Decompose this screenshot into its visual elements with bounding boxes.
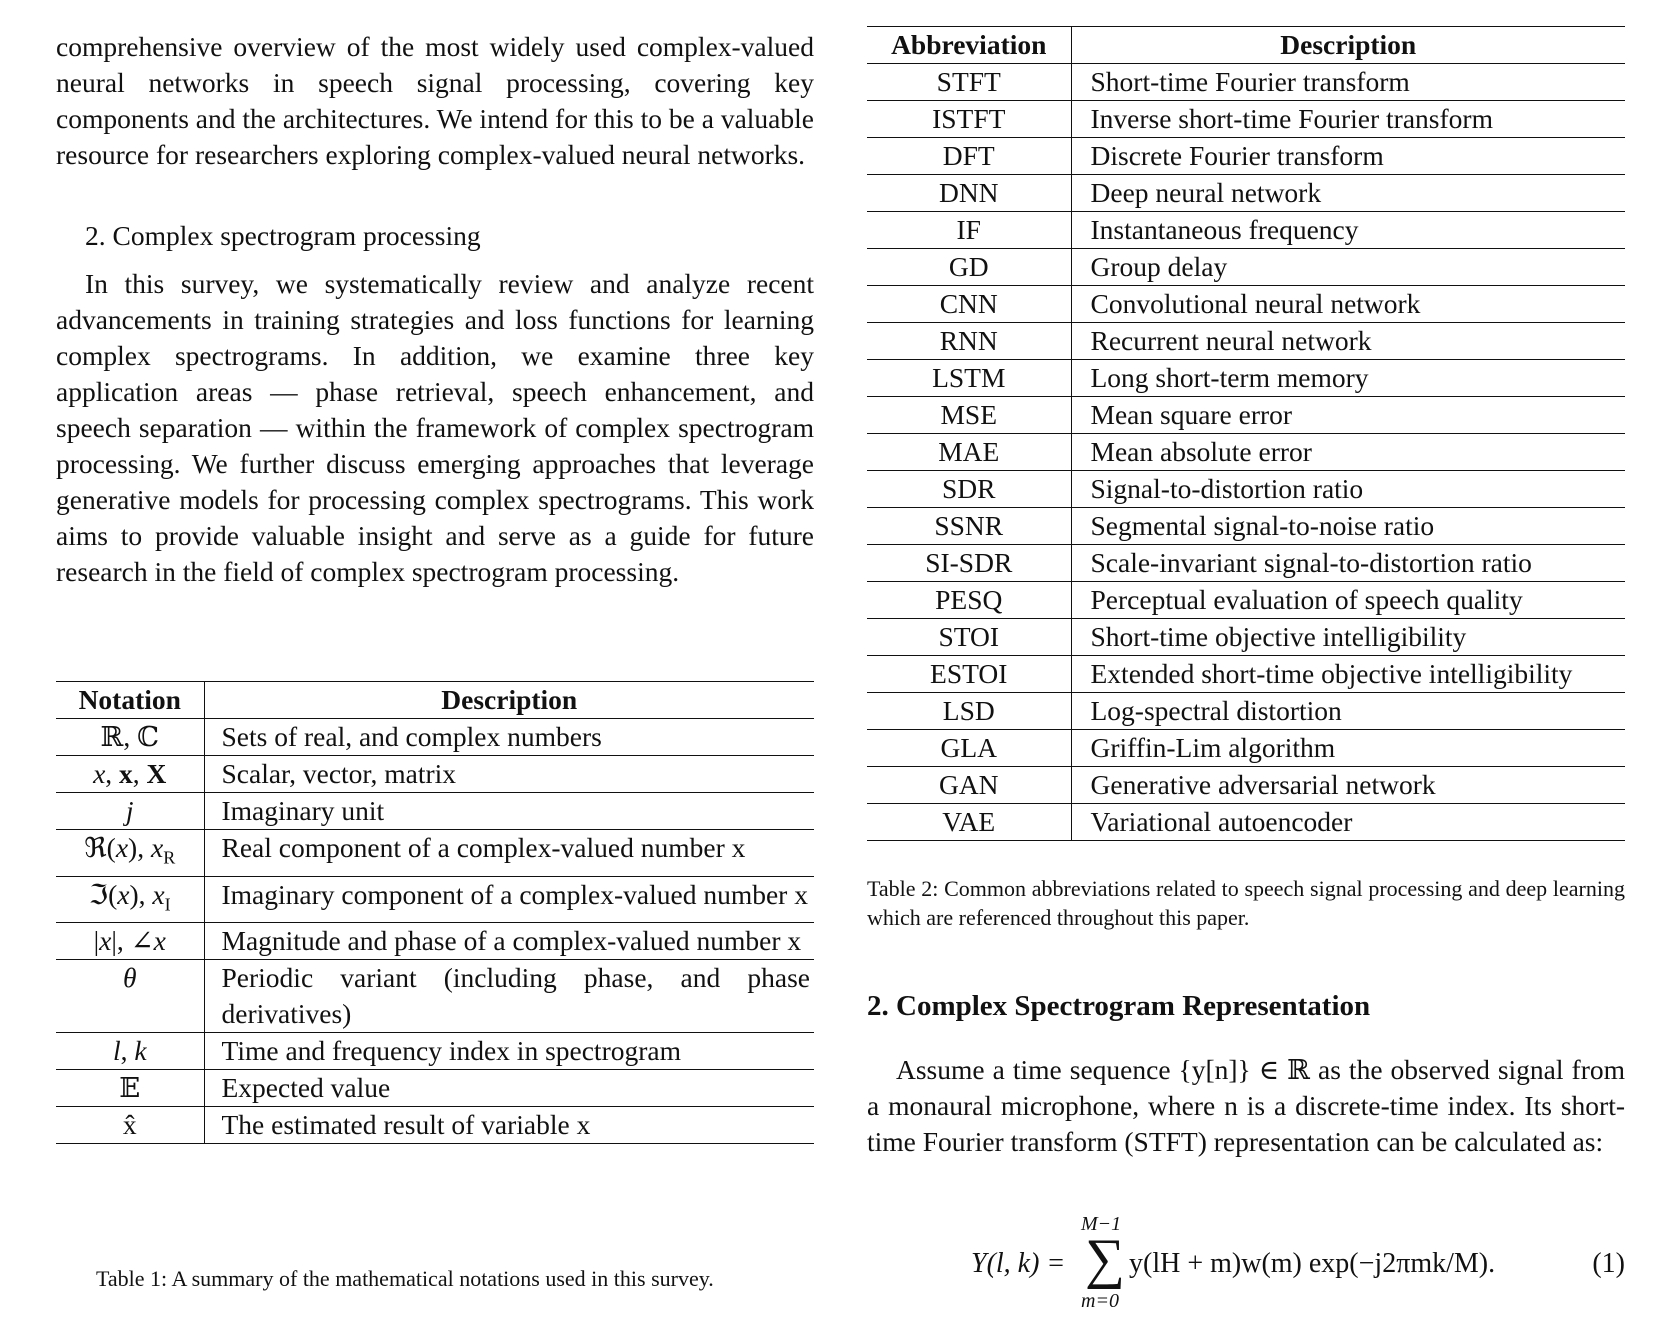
abbreviation-cell: SI-SDR (867, 545, 1071, 582)
notation-header: Notation (56, 682, 204, 719)
description-cell: Imaginary unit (221, 795, 385, 826)
table-row (867, 138, 1625, 175)
abbreviation-cell: SSNR (867, 508, 1071, 545)
abbreviation-cell: GLA (867, 730, 1071, 767)
table-row (867, 175, 1625, 212)
abbreviation-header: Abbreviation (867, 27, 1071, 64)
description-cell: Group delay (1090, 251, 1228, 282)
notation-cell: 𝔼 (56, 1070, 204, 1107)
section-heading: 2. Complex Spectrogram Representation (867, 990, 1371, 1022)
abbreviation-cell: DNN (867, 175, 1071, 212)
notation-cell: x̂ (56, 1107, 204, 1144)
intro-paragraph: comprehensive overview of the most widely used complex-valued neural networks in speech signal processing, covering key components and the architectures. We intend for this to be a valuable resource for researchers exploring complex-valued neural networks. (56, 31, 814, 170)
table-row (56, 876, 814, 923)
table-row (867, 730, 1625, 767)
survey-paragraph: In this survey, we systematically review and analyze recent advancements in training strategies and loss functions for learning complex spectrograms. In addition, we examine three key application areas — phase retrieval, speech enhancement, and speech separation — within the framework of complex spectrogram processing. We further discuss emerging approaches that leverage generative models for processing complex spectrograms. This work aims to provide valuable insight and serve as a guide for future research in the field of complex spectrogram processing. (56, 268, 814, 587)
notation-cell: x, x, X (56, 756, 204, 793)
description-cell: Signal-to-distortion ratio (1090, 473, 1364, 504)
abbreviation-cell: SDR (867, 471, 1071, 508)
notation-cell: j (56, 793, 204, 830)
table-row (56, 1107, 814, 1144)
description-cell: Long short-term memory (1090, 362, 1369, 393)
description-cell: Periodic variant (including phase, and phase derivatives) (221, 962, 810, 1029)
abbreviation-cell: VAE (867, 804, 1071, 841)
description-cell: Deep neural network (1090, 177, 1322, 208)
table-row (867, 767, 1625, 804)
abbreviation-cell: MSE (867, 397, 1071, 434)
description-cell: Discrete Fourier transform (1090, 140, 1384, 171)
abbreviation-cell: PESQ (867, 582, 1071, 619)
equation-rhs: y(lH + m)w(m) exp(−j2πmk/M). (1129, 1248, 1496, 1279)
abbreviation-cell: RNN (867, 323, 1071, 360)
abbreviation-rows (867, 64, 1625, 841)
description-cell: Mean square error (1090, 399, 1293, 430)
abbreviation-cell: ISTFT (867, 101, 1071, 138)
abbreviation-cell: ESTOI (867, 656, 1071, 693)
description-cell: Imaginary component of a complex-valued number x (221, 878, 808, 910)
table-row (867, 323, 1625, 360)
notation-cell: ℜ(x), $x_R$ (56, 830, 204, 877)
table-header-row (867, 27, 1625, 64)
table-row (867, 360, 1625, 397)
table-row (867, 64, 1625, 101)
equation-1 (867, 1213, 1625, 1313)
abbreviation-cell: MAE (867, 434, 1071, 471)
table-row (867, 582, 1625, 619)
table-row (867, 545, 1625, 582)
description-cell: Log-spectral distortion (1090, 695, 1342, 726)
description-cell: Short-time Fourier transform (1090, 66, 1410, 97)
table-row (867, 286, 1625, 323)
description-cell: Time and frequency index in spectrogram (221, 1035, 681, 1066)
description-cell: Mean absolute error (1090, 436, 1312, 467)
table-header-row (56, 682, 814, 719)
description-cell: Generative adversarial network (1090, 769, 1436, 800)
abbreviation-cell: LSD (867, 693, 1071, 730)
description-cell: Sets of real, and complex numbers (221, 721, 602, 752)
notation-cell: |x|, ∠x (56, 923, 204, 960)
description-cell: Scale-invariant signal-to-distortion ratio (1090, 547, 1532, 578)
table-row (867, 471, 1625, 508)
table-row (867, 508, 1625, 545)
notation-cell: l, k (56, 1033, 204, 1070)
description-cell: Griffin-Lim algorithm (1090, 732, 1336, 763)
table1-caption: Table 1: A summary of the mathematical notations used in this survey. (96, 1266, 714, 1291)
abbreviation-cell: STFT (867, 64, 1071, 101)
table-row (867, 434, 1625, 471)
table-row (867, 619, 1625, 656)
table-row (867, 656, 1625, 693)
description-cell: Scalar, vector, matrix (221, 758, 457, 789)
contribution-item-2: 2. Complex spectrogram processing (85, 220, 481, 251)
description-header: Description (1280, 29, 1417, 60)
description-header: Description (441, 684, 578, 715)
abbreviation-cell: DFT (867, 138, 1071, 175)
description-cell: Segmental signal-to-noise ratio (1090, 510, 1435, 541)
abbreviation-table (867, 26, 1625, 841)
table-row (867, 397, 1625, 434)
table-row (56, 830, 814, 877)
notation-cell: ℑ(x), $x_I$ (56, 876, 204, 923)
description-cell: Recurrent neural network (1090, 325, 1372, 356)
table-row (56, 793, 814, 830)
table-row (56, 1033, 814, 1070)
abbreviation-cell: STOI (867, 619, 1071, 656)
table-row (56, 960, 814, 1033)
table-row (56, 756, 814, 793)
table-row (56, 719, 814, 756)
abbreviation-cell: LSTM (867, 360, 1071, 397)
description-cell: Convolutional neural network (1090, 288, 1421, 319)
table-row (56, 1070, 814, 1107)
notation-cell: θ (56, 960, 204, 1033)
equation-lhs: Y(l, k) = (971, 1248, 1066, 1279)
notation-cell: ℝ, ℂ (56, 719, 204, 756)
abbreviation-cell: GAN (867, 767, 1071, 804)
description-cell: Variational autoencoder (1090, 806, 1353, 837)
description-cell: The estimated result of variable x (221, 1109, 591, 1140)
description-cell: Inverse short-time Fourier transform (1090, 103, 1493, 134)
description-cell: Extended short-time objective intelligibility (1090, 658, 1573, 689)
notation-table (56, 681, 814, 1144)
table-row (867, 693, 1625, 730)
description-cell: Perceptual evaluation of speech quality (1090, 584, 1523, 615)
abbreviation-cell: CNN (867, 286, 1071, 323)
table-row (867, 101, 1625, 138)
description-cell: Short-time objective intelligibility (1090, 621, 1467, 652)
table-row (56, 923, 814, 960)
sum-upper-limit: M−1 (1081, 1213, 1122, 1235)
description-cell: Magnitude and phase of a complex-valued number x (221, 925, 802, 956)
description-cell: Expected value (221, 1072, 391, 1103)
abbreviation-cell: IF (867, 212, 1071, 249)
sum-symbol: ∑ (1085, 1228, 1125, 1290)
description-cell: Instantaneous frequency (1090, 214, 1359, 245)
table2-caption: Table 2: Common abbreviations related to speech signal processing and deep learning which are referenced throughout this paper. (867, 876, 1625, 930)
sum-lower-limit: m=0 (1081, 1290, 1119, 1312)
abbreviation-cell: GD (867, 249, 1071, 286)
description-cell: Real component of a complex-valued number x (221, 832, 746, 863)
table-row (867, 249, 1625, 286)
table-row (867, 804, 1625, 841)
table-row (867, 212, 1625, 249)
stft-paragraph: Assume a time sequence {y[n]} ∈ ℝ as the observed signal from a monaural microphone, where n is a discrete-time index. Its short-time Fourier transform (STFT) representation can be calculated as: (867, 1054, 1625, 1157)
equation-number: (1) (1592, 1248, 1625, 1279)
